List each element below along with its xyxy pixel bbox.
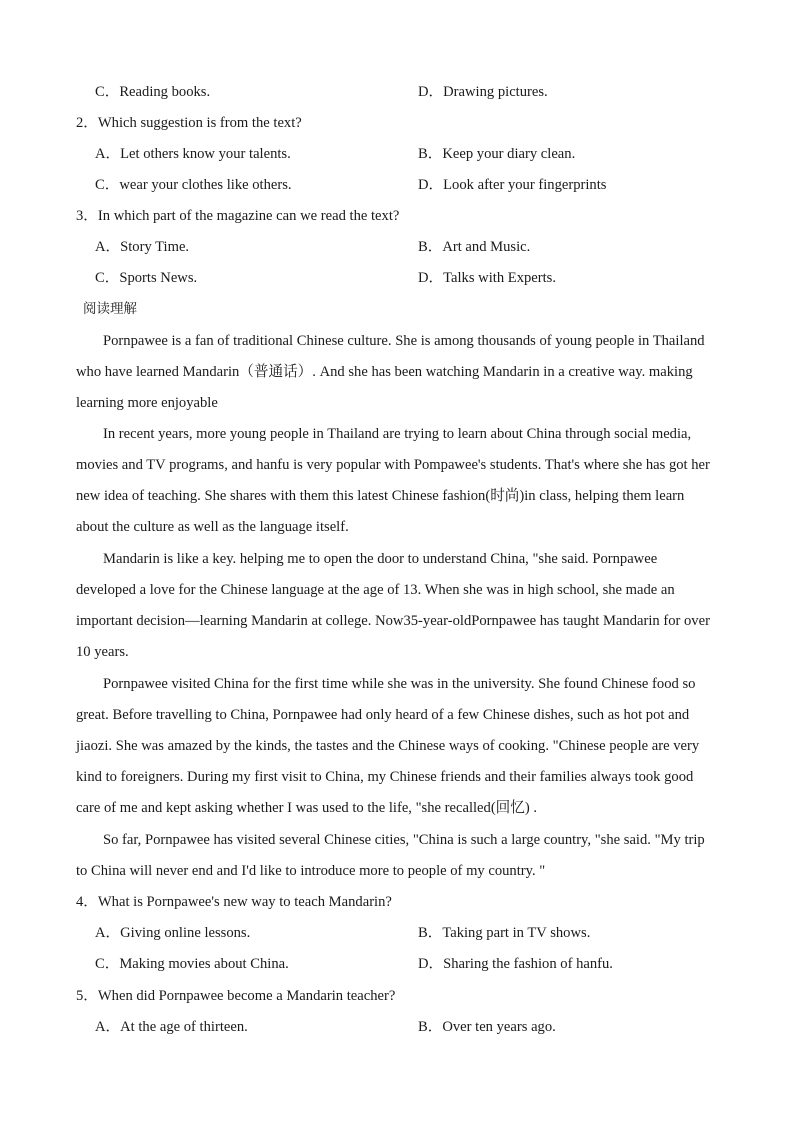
- q2-stem: 2．Which suggestion is from the text?: [76, 115, 302, 131]
- passage-line: new idea of teaching. She shares with them this latest Chinese fashion(时尚)in class, helping them learn: [76, 488, 685, 504]
- passage-line: jiaozi. She was amazed by the kinds, the tastes and the Chinese ways of cooking. "Chinese people are very: [76, 738, 700, 754]
- q1-option-c: C．Reading books.: [95, 84, 211, 100]
- passage-line: great. Before travelling to China, Pornpawee had only heard of a few Chinese dishes, such as hot pot and: [76, 707, 690, 723]
- passage-line: about the culture as well as the language itself.: [76, 519, 349, 535]
- q1-option-d: D．Drawing pictures.: [418, 84, 548, 100]
- passage-line: kind to foreigners. During my first visit to China, my Chinese friends and their families always took good: [76, 769, 694, 785]
- passage-line: Pornpawee is a fan of traditional Chinese culture. She is among thousands of young people in Thailand: [103, 333, 705, 349]
- q4-option-c: C．Making movies about China.: [95, 956, 289, 972]
- passage-line: important decision—learning Mandarin at college. Now35-year-oldPornpawee has taught Mandarin for over: [76, 613, 710, 629]
- passage-line: movies and TV programs, and hanfu is very popular with Pompawee's students. That's where she has got her: [76, 457, 710, 473]
- q2-option-b: B．Keep your diary clean.: [418, 146, 576, 162]
- q5-option-a: A．At the age of thirteen.: [95, 1019, 248, 1035]
- q4-option-a: A．Giving online lessons.: [95, 925, 251, 941]
- passage-line: learning more enjoyable: [76, 395, 218, 411]
- q3-stem: 3．In which part of the magazine can we read the text?: [76, 208, 400, 224]
- q2-option-c: C．wear your clothes like others.: [95, 177, 292, 193]
- passage-line: Pornpawee visited China for the first time while she was in the university. She found Chinese food so: [103, 676, 696, 692]
- q3-option-d: D．Talks with Experts.: [418, 270, 557, 286]
- q4-stem: 4．What is Pornpawee's new way to teach Mandarin?: [76, 894, 392, 910]
- passage-line: to China will never end and I'd like to introduce more to people of my country. ": [76, 863, 546, 879]
- q2-option-d: D．Look after your fingerprints: [418, 177, 607, 193]
- q2-option-a: A．Let others know your talents.: [95, 146, 291, 162]
- q3-option-b: B．Art and Music.: [418, 239, 531, 255]
- q3-option-a: A．Story Time.: [95, 239, 190, 255]
- q4-option-b: B．Taking part in TV shows.: [418, 925, 591, 941]
- passage-line: Mandarin is like a key. helping me to open the door to understand China, "she said. Pornpawee: [103, 551, 658, 567]
- q5-option-b: B．Over ten years ago.: [418, 1019, 556, 1035]
- passage-line: care of me and kept asking whether I was used to the life, "she recalled(回忆) .: [76, 800, 538, 816]
- q3-option-c: C．Sports News.: [95, 270, 198, 286]
- q4-option-d: D．Sharing the fashion of hanfu.: [418, 956, 613, 972]
- passage-line: So far, Pornpawee has visited several Chinese cities, "China is such a large country, "she said. "My trip: [103, 832, 705, 848]
- q5-stem: 5．When did Pornpawee become a Mandarin teacher?: [76, 988, 396, 1004]
- section-title: 阅读理解: [83, 301, 137, 317]
- passage-line: In recent years, more young people in Thailand are trying to learn about China through social media,: [103, 426, 692, 442]
- passage-line: 10 years.: [76, 644, 129, 660]
- passage-line: who have learned Mandarin（普通话）. And she has been watching Mandarin in a creative way. making: [76, 364, 693, 380]
- passage-line: developed a love for the Chinese language at the age of 13. When she was in high school, she made an: [76, 582, 675, 598]
